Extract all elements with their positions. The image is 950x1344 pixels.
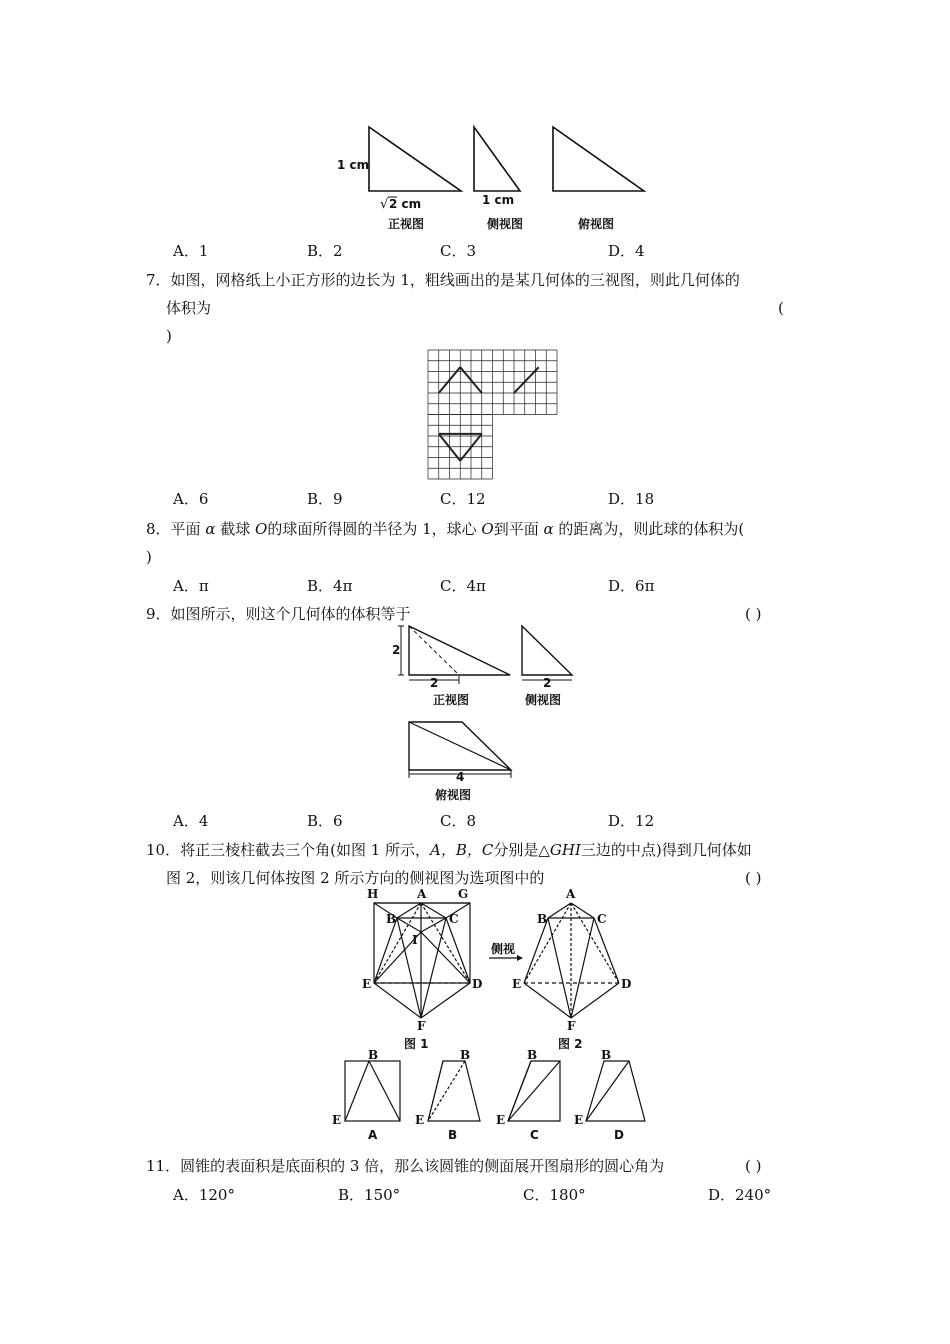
q8-alpha-1: α (205, 520, 216, 538)
pt-A1: A (417, 887, 427, 901)
q11-option-a: A．120° (173, 1186, 235, 1204)
pt-choiceA-E: E (332, 1113, 342, 1127)
q10-vars: A，B，C (430, 841, 494, 859)
q8-option-d: D．6π (608, 577, 655, 595)
pt-E1: E (362, 977, 372, 991)
pt-F1: F (417, 1019, 426, 1033)
pt-F2: F (567, 1019, 576, 1033)
pt-choiceB-B: B (460, 1048, 471, 1062)
q11-paren: ( ) (745, 1157, 762, 1175)
pt-A2: A (566, 887, 576, 901)
pt-H: H (367, 887, 379, 901)
q7-paren-open: ( (778, 299, 784, 317)
q6-option-c: C．3 (440, 242, 477, 260)
pt-choiceD-E: E (574, 1113, 584, 1127)
q10-choice-d-figure (586, 1061, 645, 1121)
q9-dim-height: 2 (392, 643, 401, 657)
q6-option-a: A．1 (173, 242, 209, 260)
pt-D2: D (621, 977, 632, 991)
q9-option-b: B．6 (307, 812, 343, 830)
q10-text-a: 10．将正三棱柱截去三个角(如图 1 所示， (146, 841, 431, 859)
q9-label-front: 正视图 (433, 693, 470, 707)
q9-dim-top-width: 4 (456, 770, 465, 784)
q10-text-b: 分别是△ (493, 841, 550, 859)
q9-label-top: 俯视图 (435, 788, 472, 802)
pt-choiceC-B: B (527, 1048, 538, 1062)
q9-option-a: A．4 (173, 812, 209, 830)
q6-option-b: B．2 (307, 242, 343, 260)
q10-choice-label-a: A (368, 1128, 378, 1142)
q8-o-1: O (255, 520, 268, 538)
pt-C2: C (597, 912, 607, 926)
q9-paren: ( ) (745, 605, 762, 623)
q10-arrow-label: 侧视 (491, 942, 516, 956)
q8-text-e: 的距离为，则此球的体积为( (553, 520, 745, 538)
q8-text-c: 的球面所得圆的半径为 1，球心 (267, 520, 482, 538)
q7-line2: 体积为 (166, 299, 212, 317)
q8-text-d: 到平面 (493, 520, 544, 538)
q6-dim-sqrt2cm: 2 cm (389, 197, 422, 211)
q10-paren: ( ) (745, 869, 762, 887)
q6-option-d: D．4 (608, 242, 645, 260)
q11-option-b: B．150° (338, 1186, 401, 1204)
q6-label-side: 侧视图 (487, 217, 524, 231)
q10-choice-label-b: B (448, 1128, 458, 1142)
pt-E2: E (512, 977, 522, 991)
pt-G: G (458, 887, 469, 901)
q10-choice-label-c: C (530, 1128, 539, 1142)
q8-text-b: 截球 (215, 520, 255, 538)
q10-choice-label-d: D (614, 1128, 624, 1142)
pt-D1: D (472, 977, 483, 991)
q11-option-c: C．180° (523, 1186, 586, 1204)
q7-paren-close: ) (166, 327, 172, 345)
q8-option-c: C．4π (440, 577, 486, 595)
q7-option-b: B．9 (307, 490, 343, 508)
q7-option-d: D．18 (608, 490, 655, 508)
q8-alpha-2: α (543, 520, 554, 538)
q9-line1: 9．如图所示，则这个几何体的体积等于 (146, 605, 411, 623)
q11-option-d: D．240° (708, 1186, 772, 1204)
pt-I: I (412, 933, 418, 947)
pt-B1: B (386, 912, 397, 926)
q10-ghi: GHI (549, 841, 581, 859)
q6-label-front: 正视图 (388, 217, 425, 231)
q8-line2: ) (146, 548, 152, 566)
q10-text-c: 三边的中点)得到几何体如 (580, 841, 752, 859)
pt-choiceB-E: E (415, 1113, 425, 1127)
q7-option-c: C．12 (440, 490, 486, 508)
sqrt-symbol: √ (380, 197, 389, 212)
q7-option-a: A．6 (173, 490, 209, 508)
q10-choice-c-figure (508, 1061, 560, 1121)
q9-option-c: C．8 (440, 812, 477, 830)
q8-option-b: B．4π (307, 577, 353, 595)
q9-dim-front-width: 2 (430, 676, 439, 690)
q9-option-d: D．12 (608, 812, 655, 830)
q6-label-top: 俯视图 (578, 217, 615, 231)
pt-C1: C (449, 912, 459, 926)
pt-B2: B (537, 912, 548, 926)
q10-fig2-label: 图 2 (558, 1037, 583, 1051)
pt-choiceC-E: E (496, 1113, 506, 1127)
pt-choiceA-B: B (368, 1048, 379, 1062)
q8-option-a: A．π (173, 577, 209, 595)
q10-choice-a-figure (345, 1061, 400, 1121)
q11-line1: 11．圆锥的表面积是底面积的 3 倍，那么该圆锥的侧面展开图扇形的圆心角为 (146, 1157, 665, 1175)
q6-dim-1cm: 1 cm (337, 158, 370, 172)
q9-label-side: 侧视图 (525, 693, 562, 707)
pt-choiceD-B: B (601, 1048, 612, 1062)
q7-line1: 7．如图，网格纸上小正方形的边长为 1，粗线画出的是某几何体的三视图，则此几何体的 (146, 271, 740, 289)
q10-line2: 图 2，则该几何体按图 2 所示方向的侧视图为选项图中的 (166, 869, 545, 887)
q6-dim-1cm-side: 1 cm (482, 193, 515, 207)
q9-dim-side-width: 2 (543, 676, 552, 690)
q10-choice-b-figure (428, 1061, 480, 1121)
q8-text-a: 8．平面 (146, 520, 206, 538)
q10-fig1-label: 图 1 (404, 1037, 429, 1051)
q8-o-2: O (481, 520, 494, 538)
